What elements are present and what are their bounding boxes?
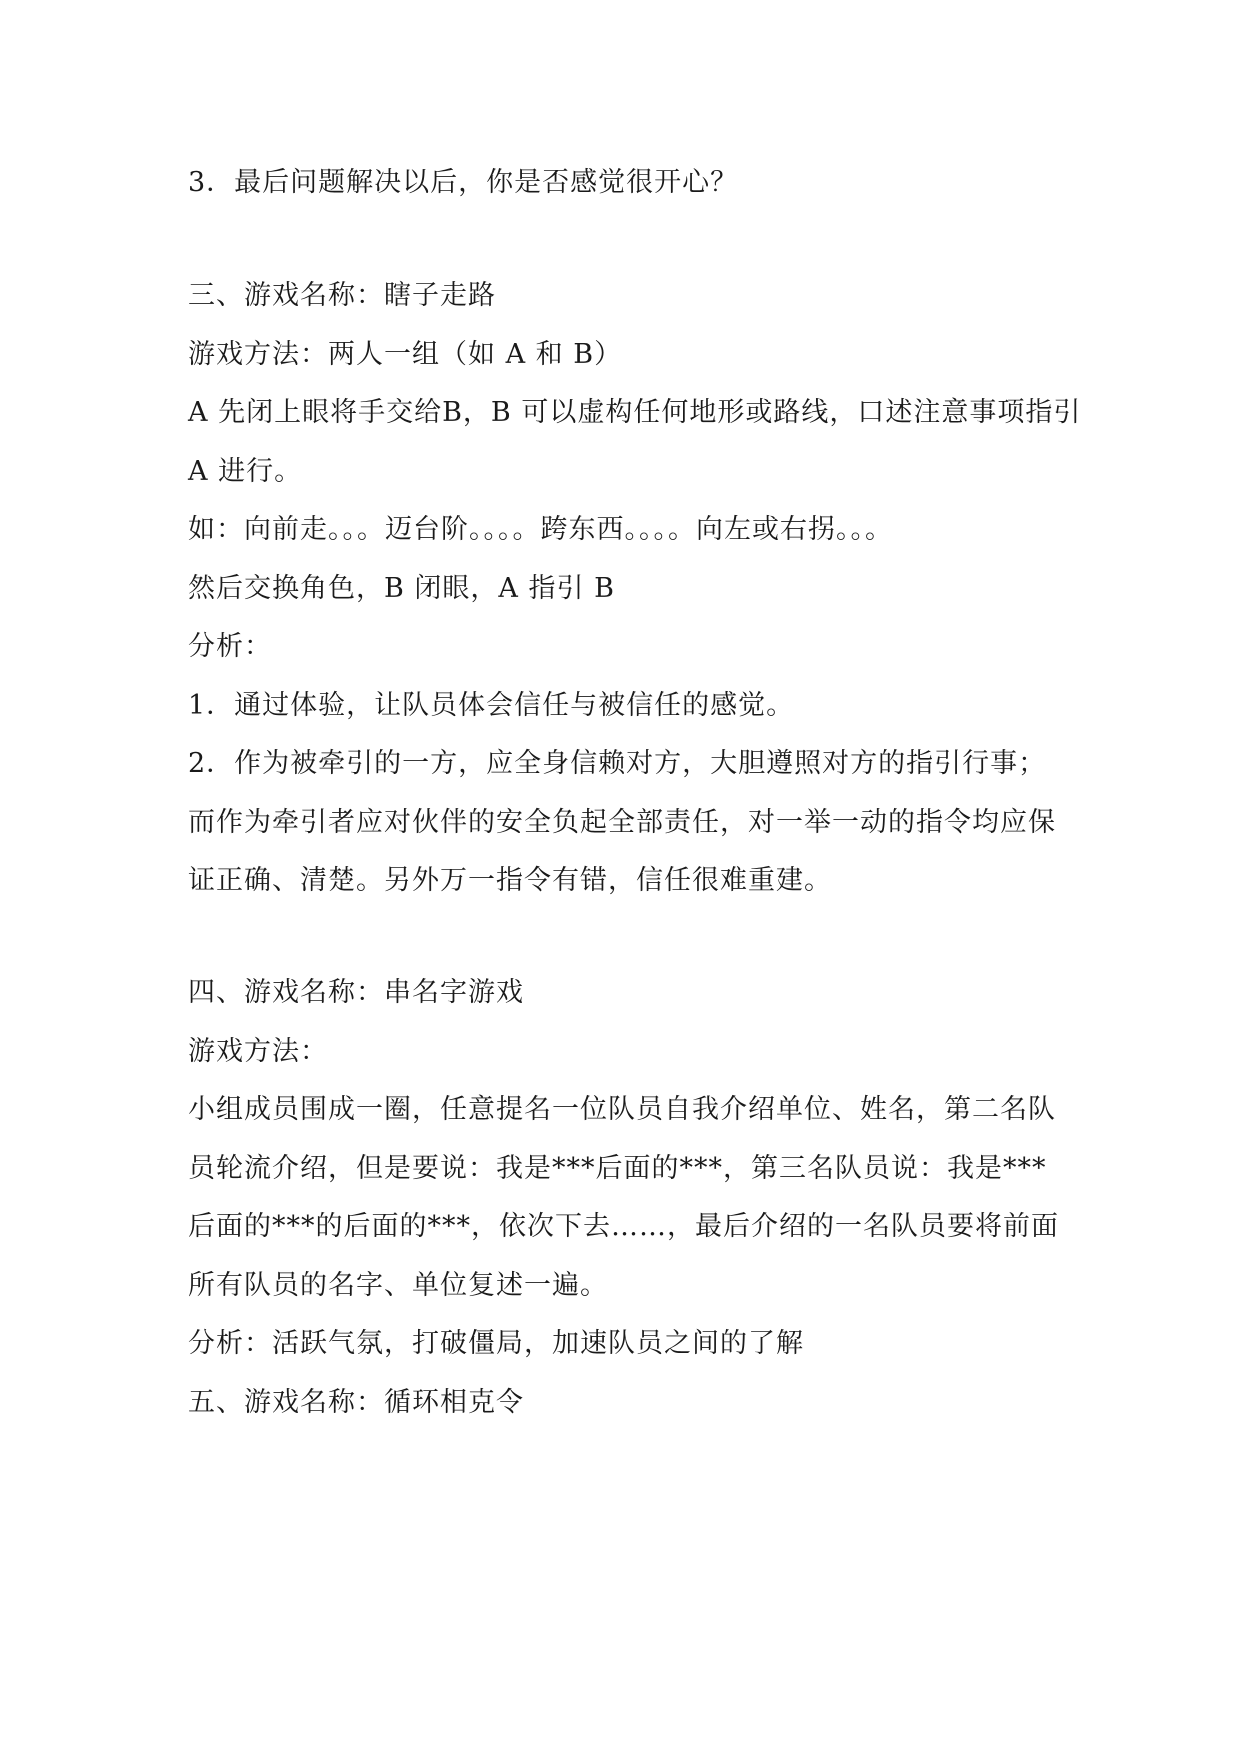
text-line: A 进行。 xyxy=(188,456,303,487)
text-line: 3．最后问题解决以后，你是否感觉很开心？ xyxy=(188,167,739,198)
section-heading: 五、游戏名称：循环相克令 xyxy=(188,1387,524,1418)
text-line: 2．作为被牵引的一方，应全身信赖对方，大胆遵照对方的指引行事； xyxy=(188,748,1047,779)
text-line: 后面的***的后面的***，依次下去……，最后介绍的一名队员要将前面 xyxy=(188,1211,1059,1242)
text-line: 员轮流介绍，但是要说：我是***后面的***，第三名队员说：我是*** xyxy=(188,1153,1047,1184)
text-line: 分析： xyxy=(188,631,272,662)
text-line: 小组成员围成一圈，任意提名一位队员自我介绍单位、姓名，第二名队 xyxy=(188,1094,1056,1125)
text-line: 而作为牵引者应对伙伴的安全负起全部责任，对一举一动的指令均应保 xyxy=(188,807,1056,838)
section-heading: 四、游戏名称：串名字游戏 xyxy=(188,977,524,1008)
text-line: 然后交换角色，B 闭眼，A 指引 B xyxy=(188,573,615,604)
text-line: A 先闭上眼将手交给B，B 可以虚构任何地形或路线，口述注意事项指引 xyxy=(188,397,1082,428)
text-line: 游戏方法：两人一组（如 A 和 B） xyxy=(188,339,623,370)
text-line: 游戏方法： xyxy=(188,1036,328,1067)
text-line: 1．通过体验，让队员体会信任与被信任的感觉。 xyxy=(188,690,795,721)
text-line: 所有队员的名字、单位复述一遍。 xyxy=(188,1270,608,1301)
text-line: 如：向前走。。。迈台阶。。。。跨东西。。。。向左或右拐。。。 xyxy=(188,514,893,545)
section-heading: 三、游戏名称：瞎子走路 xyxy=(188,280,496,311)
text-line: 分析：活跃气氛，打破僵局，加速队员之间的了解 xyxy=(188,1328,804,1359)
text-line: 证正确、清楚。另外万一指令有错，信任很难重建。 xyxy=(188,865,832,896)
